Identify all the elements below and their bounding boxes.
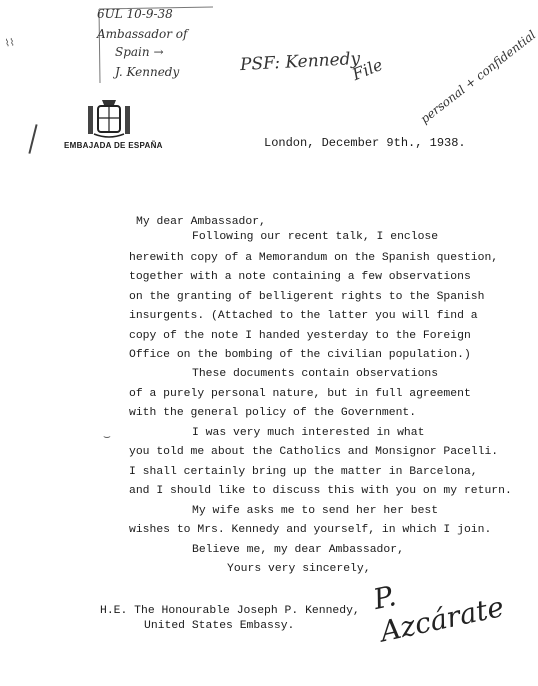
spanish-crest-icon (84, 96, 134, 140)
note-line-4: J. Kennedy (115, 65, 180, 79)
closing-line: Yours very sincerely, (227, 563, 371, 575)
letter-date: London, December 9th., 1938. (264, 136, 466, 150)
body-line: and I should like to discuss this with you on my return. (129, 485, 512, 497)
body-line: These documents contain observations (192, 368, 439, 380)
note-line-3: Spain → (115, 45, 164, 59)
body-line: you told me about the Catholics and Monsignor Pacelli. (129, 446, 499, 458)
addressee-line-1: H.E. The Honourable Joseph P. Kennedy, (100, 605, 360, 617)
note-line-2: Ambassador of (97, 27, 188, 41)
note-line-1: 6UL 10-9-38 (97, 7, 173, 21)
body-line: wishes to Mrs. Kennedy and yourself, in which I join. (129, 524, 492, 536)
margin-pencil-mark (28, 124, 37, 154)
body-line: Following our recent talk, I enclose (192, 231, 439, 243)
body-line: My wife asks me to send her her best (192, 505, 439, 517)
body-line: on the granting of belligerent rights to the Spanish (129, 291, 485, 303)
body-line: Office on the bombing of the civilian population.) (129, 349, 471, 361)
body-line: together with a note containing a few observations (129, 271, 471, 283)
file-annotation: File (349, 54, 386, 85)
embassy-name: EMBAJADA DE ESPAÑA (64, 141, 163, 150)
personal-confidential-annotation: personal + confidential (417, 27, 538, 127)
body-line: copy of the note I handed yesterday to the Foreign (129, 330, 471, 342)
handwritten-signature: P. Azcárate (370, 579, 507, 649)
body-line: herewith copy of a Memorandum on the Spanish question, (129, 252, 499, 264)
body-line: insurgents. (Attached to the latter you will find a (129, 310, 478, 322)
body-line: of a purely personal nature, but in full agreement (129, 388, 471, 400)
closing-line: Believe me, my dear Ambassador, (192, 544, 404, 556)
margin-tick-mark: ⌣ (103, 430, 111, 444)
salutation: My dear Ambassador, (136, 216, 266, 228)
body-line: with the general policy of the Government. (129, 407, 417, 419)
psf-annotation: PSF: Kennedy (239, 48, 361, 76)
body-line: I was very much interested in what (192, 427, 425, 439)
handwritten-notes (97, 5, 217, 85)
margin-scribble: ⌇⌇ (4, 38, 16, 51)
body-line: I shall certainly bring up the matter in Barcelona, (129, 466, 478, 478)
addressee-line-2: United States Embassy. (144, 620, 295, 632)
